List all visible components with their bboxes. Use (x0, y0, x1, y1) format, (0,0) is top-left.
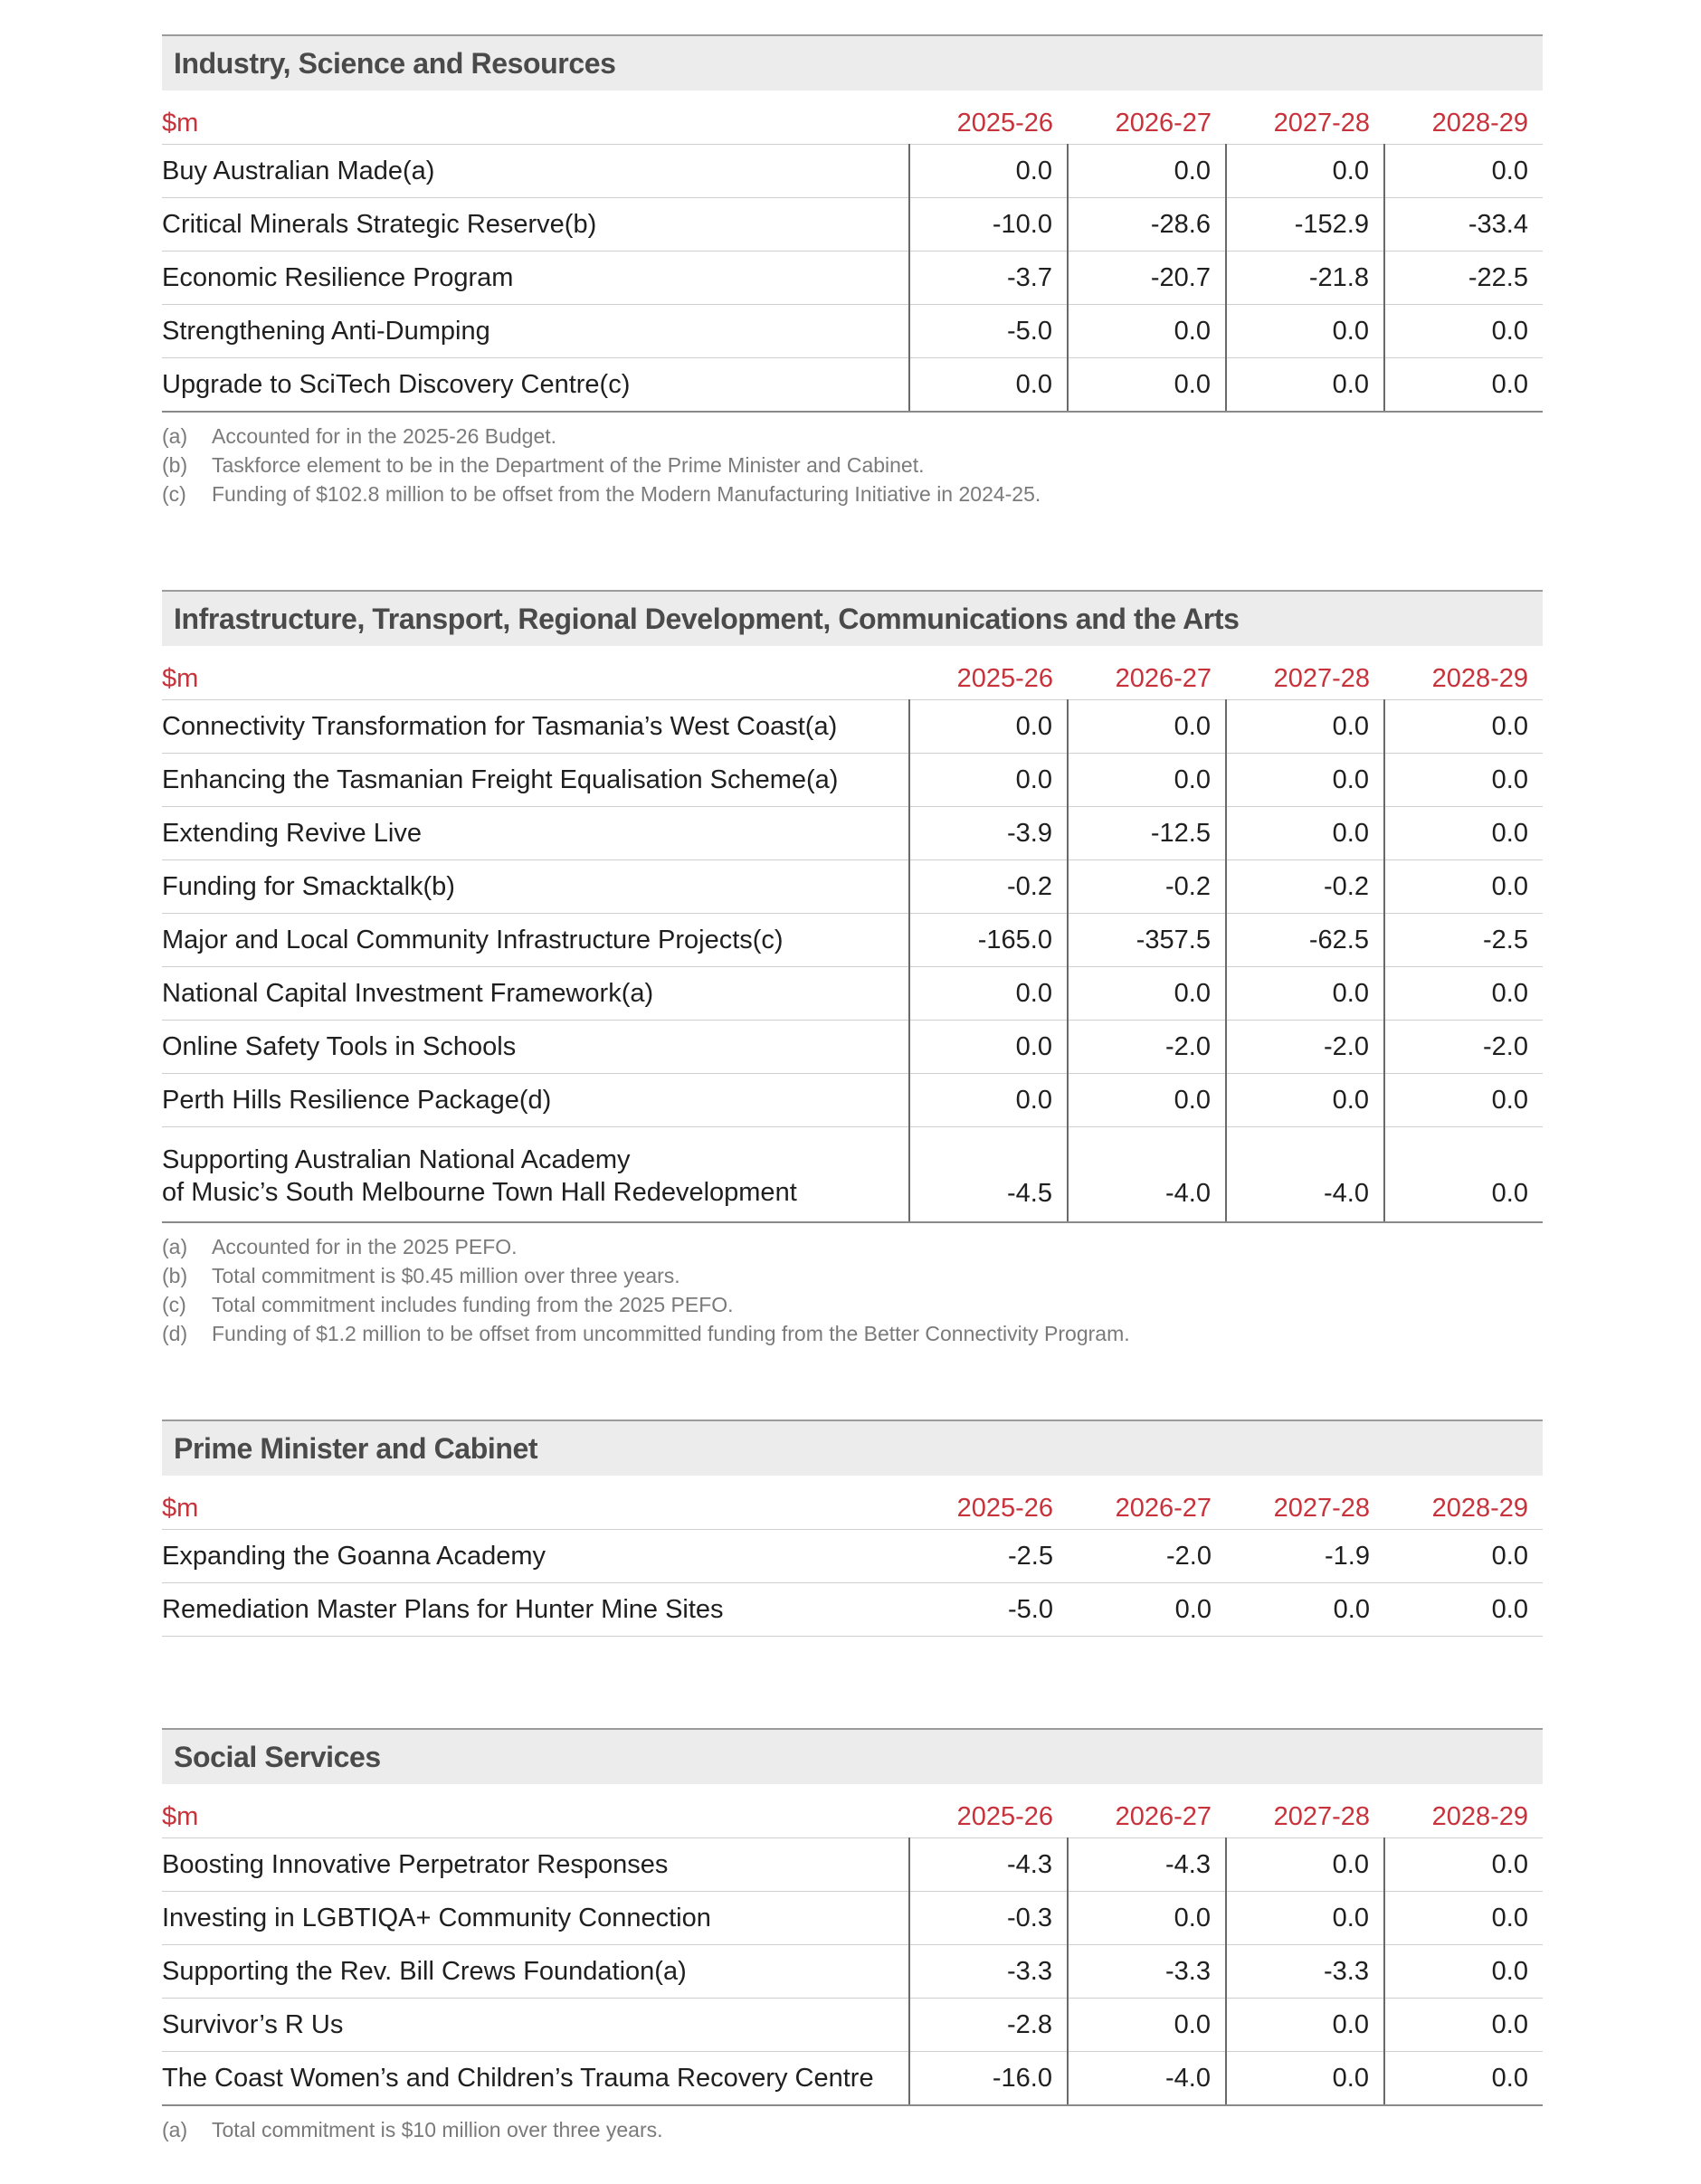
row-label: Enhancing the Tasmanian Freight Equalisation Scheme(a) (162, 754, 909, 807)
table-row (162, 1530, 1543, 1583)
year-header: 2025-26 (909, 1488, 1068, 1530)
cell-value: -4.3 (1068, 1838, 1226, 1892)
footnote-text: Funding of $102.8 million to be offset from the Modern Manufacturing Initiative in 2024-25. (212, 482, 1041, 506)
row-label: Connectivity Transformation for Tasmania’s West Coast(a) (162, 700, 909, 754)
cell-value: 0.0 (1068, 1074, 1226, 1127)
table-row (162, 1074, 1543, 1127)
row-label-line: of Music’s South Melbourne Town Hall Redevelopment (162, 1178, 797, 1207)
table-header-row (162, 659, 1543, 700)
cell-value: 0.0 (1384, 1583, 1543, 1637)
cell-value: 0.0 (1384, 807, 1543, 860)
cell-value: -4.0 (1068, 2052, 1226, 2106)
year-header: 2026-27 (1068, 659, 1226, 700)
footnote-marker: (c) (162, 482, 186, 506)
cell-value: 0.0 (1226, 2052, 1384, 2106)
row-label: Supporting the Rev. Bill Crews Foundation(a) (162, 1945, 909, 1999)
section-title: Social Services (162, 1728, 1543, 1784)
row-label: Buy Australian Made(a) (162, 145, 909, 198)
footnote (162, 1319, 1543, 1348)
year-header: 2025-26 (909, 103, 1068, 145)
cell-value: 0.0 (1226, 1892, 1384, 1945)
cell-value: 0.0 (1226, 1074, 1384, 1127)
cell-value: 0.0 (1384, 1892, 1543, 1945)
row-label (162, 1127, 909, 1223)
cell-value: 0.0 (1226, 754, 1384, 807)
unit-label: $m (162, 1797, 909, 1838)
footnote-text: Taskforce element to be in the Department of the Prime Minister and Cabinet. (212, 453, 925, 477)
cell-value: -2.0 (1384, 1021, 1543, 1074)
cell-value: -10.0 (909, 198, 1068, 252)
footnote (162, 480, 1543, 508)
unit-label: $m (162, 1488, 909, 1530)
row-label: Online Safety Tools in Schools (162, 1021, 909, 1074)
cell-value: -2.0 (1068, 1021, 1226, 1074)
cell-value: -357.5 (1068, 914, 1226, 967)
table-header-row (162, 1797, 1543, 1838)
footnote (162, 1290, 1543, 1319)
table-row (162, 358, 1543, 413)
cell-value: 0.0 (1226, 700, 1384, 754)
year-header: 2025-26 (909, 1797, 1068, 1838)
year-header: 2026-27 (1068, 1797, 1226, 1838)
row-label: Boosting Innovative Perpetrator Responses (162, 1838, 909, 1892)
cell-value: 0.0 (1384, 305, 1543, 358)
footnote (162, 422, 1543, 451)
year-header: 2028-29 (1384, 1488, 1543, 1530)
year-header: 2028-29 (1384, 659, 1543, 700)
footnotes (162, 1232, 1543, 1348)
row-label: Major and Local Community Infrastructure Projects(c) (162, 914, 909, 967)
row-label: Strengthening Anti-Dumping (162, 305, 909, 358)
cell-value: 0.0 (1226, 807, 1384, 860)
footnotes (162, 422, 1543, 508)
footnotes (162, 2115, 1543, 2144)
year-header: 2025-26 (909, 659, 1068, 700)
cell-value: -4.3 (909, 1838, 1068, 1892)
table-row (162, 1127, 1543, 1223)
table-row (162, 252, 1543, 305)
cell-value: 0.0 (1068, 358, 1226, 413)
cell-value: -4.0 (1068, 1127, 1226, 1223)
section-infrastructure (162, 590, 1543, 1348)
cell-value: -5.0 (909, 1583, 1068, 1637)
table-row (162, 967, 1543, 1021)
cell-value: 0.0 (909, 1074, 1068, 1127)
cell-value: 0.0 (909, 358, 1068, 413)
cell-value: 0.0 (1226, 1583, 1384, 1637)
footnote-marker: (a) (162, 424, 188, 448)
cell-value: 0.0 (1384, 967, 1543, 1021)
cell-value: -3.3 (909, 1945, 1068, 1999)
cell-value: -3.9 (909, 807, 1068, 860)
table-header-row (162, 1488, 1543, 1530)
year-header: 2028-29 (1384, 1797, 1543, 1838)
row-label: Extending Revive Live (162, 807, 909, 860)
cell-value: 0.0 (1226, 305, 1384, 358)
footnote-marker: (b) (162, 1264, 188, 1287)
table-row (162, 700, 1543, 754)
cell-value: 0.0 (1384, 860, 1543, 914)
footnote (162, 2115, 1543, 2144)
cell-value: 0.0 (909, 1021, 1068, 1074)
footnote-text: Accounted for in the 2025 PEFO. (212, 1235, 518, 1258)
table-row (162, 754, 1543, 807)
section-prime-minister (162, 1420, 1543, 1637)
cell-value: -3.7 (909, 252, 1068, 305)
cell-value: -33.4 (1384, 198, 1543, 252)
table-row (162, 1021, 1543, 1074)
cell-value: 0.0 (1068, 754, 1226, 807)
footnote-marker: (b) (162, 453, 188, 477)
cell-value: 0.0 (1068, 1583, 1226, 1637)
row-label: Perth Hills Resilience Package(d) (162, 1074, 909, 1127)
table-row (162, 305, 1543, 358)
cell-value: -20.7 (1068, 252, 1226, 305)
cell-value: 0.0 (1068, 145, 1226, 198)
footnote-text: Total commitment is $0.45 million over three years. (212, 1264, 680, 1287)
row-label: Funding for Smacktalk(b) (162, 860, 909, 914)
footnote (162, 451, 1543, 480)
cell-value: 0.0 (1068, 967, 1226, 1021)
footnote-text: Accounted for in the 2025-26 Budget. (212, 424, 557, 448)
cell-value: -165.0 (909, 914, 1068, 967)
table-row (162, 2052, 1543, 2106)
budget-table (162, 1488, 1543, 1637)
row-label: National Capital Investment Framework(a) (162, 967, 909, 1021)
row-label: The Coast Women’s and Children’s Trauma Recovery Centre (162, 2052, 909, 2106)
year-header: 2026-27 (1068, 103, 1226, 145)
cell-value: -2.0 (1226, 1021, 1384, 1074)
cell-value: -1.9 (1226, 1530, 1384, 1583)
row-label: Economic Resilience Program (162, 252, 909, 305)
cell-value: -0.2 (909, 860, 1068, 914)
section-industry (162, 34, 1543, 508)
budget-table (162, 103, 1543, 413)
footnote-marker: (c) (162, 1293, 186, 1316)
cell-value: 0.0 (1384, 145, 1543, 198)
cell-value: -21.8 (1226, 252, 1384, 305)
cell-value: 0.0 (1068, 1999, 1226, 2052)
cell-value: 0.0 (1226, 1999, 1384, 2052)
table-row (162, 807, 1543, 860)
section-social-services (162, 1728, 1543, 2144)
cell-value: -5.0 (909, 305, 1068, 358)
cell-value: -4.0 (1226, 1127, 1384, 1223)
cell-value: 0.0 (909, 145, 1068, 198)
footnote (162, 1261, 1543, 1290)
cell-value: 0.0 (1226, 358, 1384, 413)
year-header: 2027-28 (1226, 659, 1384, 700)
footnote-text: Funding of $1.2 million to be offset from uncommitted funding from the Better Connectivity Program. (212, 1322, 1130, 1345)
table-row (162, 1945, 1543, 1999)
footnote (162, 1232, 1543, 1261)
year-header: 2027-28 (1226, 103, 1384, 145)
cell-value: -28.6 (1068, 198, 1226, 252)
cell-value: -16.0 (909, 2052, 1068, 2106)
budget-table (162, 1797, 1543, 2106)
row-label: Critical Minerals Strategic Reserve(b) (162, 198, 909, 252)
cell-value: 0.0 (909, 700, 1068, 754)
cell-value: -0.2 (1226, 860, 1384, 914)
cell-value: -3.3 (1068, 1945, 1226, 1999)
cell-value: -0.2 (1068, 860, 1226, 914)
budget-table (162, 659, 1543, 1223)
row-label: Survivor’s R Us (162, 1999, 909, 2052)
cell-value: 0.0 (1384, 1530, 1543, 1583)
cell-value: 0.0 (1384, 1999, 1543, 2052)
table-row (162, 1999, 1543, 2052)
table-row (162, 914, 1543, 967)
cell-value: 0.0 (1384, 1838, 1543, 1892)
cell-value: 0.0 (1384, 1945, 1543, 1999)
row-label: Investing in LGBTIQA+ Community Connection (162, 1892, 909, 1945)
unit-label: $m (162, 103, 909, 145)
footnote-text: Total commitment includes funding from the 2025 PEFO. (212, 1293, 734, 1316)
cell-value: 0.0 (1068, 700, 1226, 754)
table-row (162, 1838, 1543, 1892)
footnote-marker: (a) (162, 2118, 188, 2141)
cell-value: 0.0 (909, 967, 1068, 1021)
cell-value: -2.8 (909, 1999, 1068, 2052)
year-header: 2027-28 (1226, 1797, 1384, 1838)
cell-value: 0.0 (1068, 1892, 1226, 1945)
cell-value: 0.0 (1384, 1074, 1543, 1127)
cell-value: 0.0 (1226, 967, 1384, 1021)
cell-value: 0.0 (909, 754, 1068, 807)
year-header: 2026-27 (1068, 1488, 1226, 1530)
table-row (162, 860, 1543, 914)
footnote-marker: (a) (162, 1235, 188, 1258)
cell-value: -3.3 (1226, 1945, 1384, 1999)
table-row (162, 1583, 1543, 1637)
table-row (162, 1892, 1543, 1945)
cell-value: -2.5 (1384, 914, 1543, 967)
table-header-row (162, 103, 1543, 145)
footnote-text: Total commitment is $10 million over three years. (212, 2118, 663, 2141)
section-title: Industry, Science and Resources (162, 34, 1543, 90)
cell-value: -2.5 (909, 1530, 1068, 1583)
cell-value: -152.9 (1226, 198, 1384, 252)
row-label: Upgrade to SciTech Discovery Centre(c) (162, 358, 909, 413)
cell-value: 0.0 (1226, 1838, 1384, 1892)
cell-value: 0.0 (1226, 145, 1384, 198)
year-header: 2028-29 (1384, 103, 1543, 145)
cell-value: 0.0 (1384, 358, 1543, 413)
unit-label: $m (162, 659, 909, 700)
cell-value: -22.5 (1384, 252, 1543, 305)
cell-value: -4.5 (909, 1127, 1068, 1223)
row-label: Expanding the Goanna Academy (162, 1530, 909, 1583)
year-header: 2027-28 (1226, 1488, 1384, 1530)
row-label: Remediation Master Plans for Hunter Mine Sites (162, 1583, 909, 1637)
table-row (162, 198, 1543, 252)
row-label-line: Supporting Australian National Academy (162, 1145, 631, 1174)
cell-value: 0.0 (1384, 1127, 1543, 1223)
cell-value: 0.0 (1384, 2052, 1543, 2106)
cell-value: 0.0 (1068, 305, 1226, 358)
section-title: Prime Minister and Cabinet (162, 1420, 1543, 1476)
footnote-marker: (d) (162, 1322, 188, 1345)
cell-value: -62.5 (1226, 914, 1384, 967)
section-title: Infrastructure, Transport, Regional Development, Communications and the Arts (162, 590, 1543, 646)
table-row (162, 145, 1543, 198)
cell-value: -2.0 (1068, 1530, 1226, 1583)
cell-value: 0.0 (1384, 754, 1543, 807)
cell-value: -12.5 (1068, 807, 1226, 860)
cell-value: -0.3 (909, 1892, 1068, 1945)
cell-value: 0.0 (1384, 700, 1543, 754)
